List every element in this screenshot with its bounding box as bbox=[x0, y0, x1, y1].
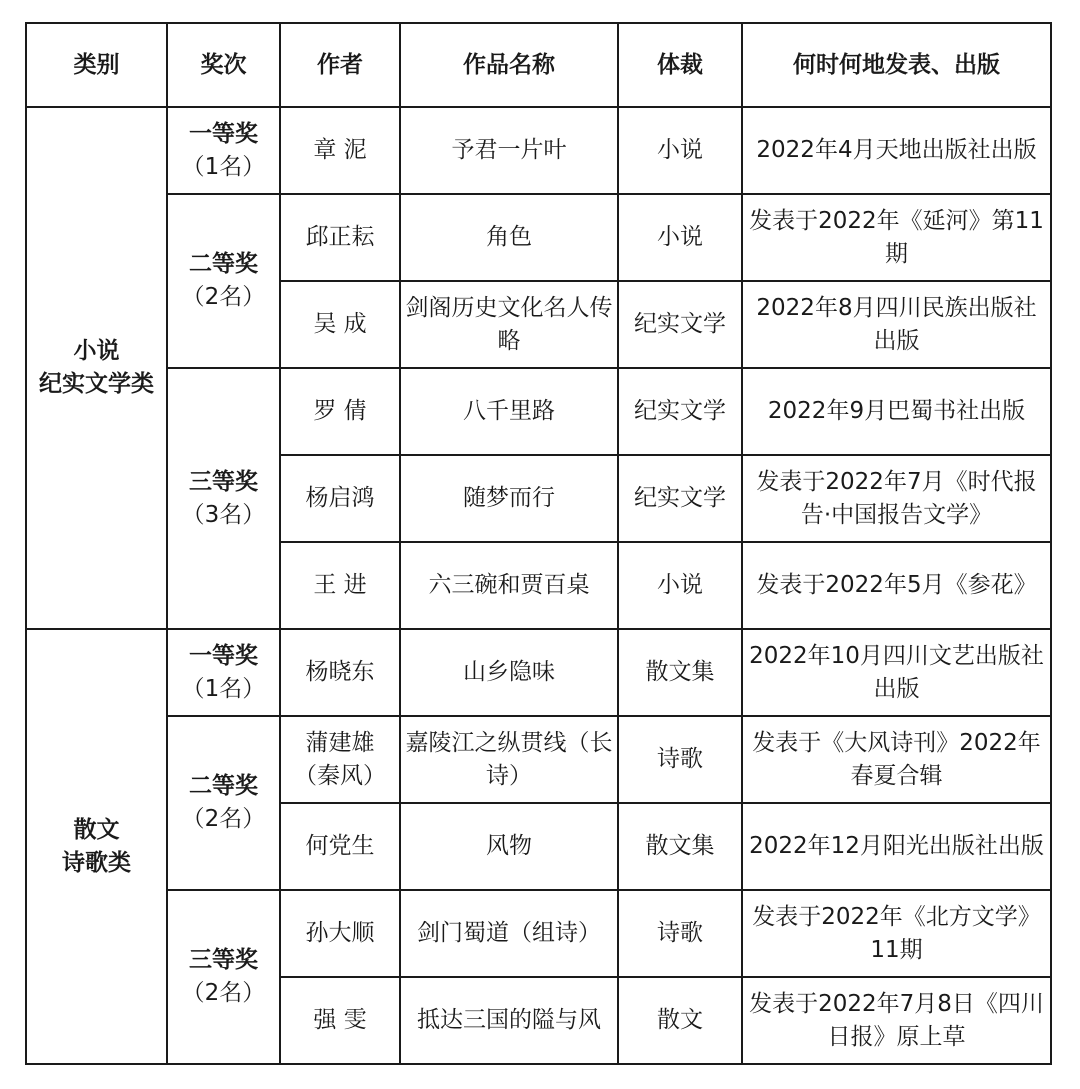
category-cell-fiction bbox=[26, 107, 167, 629]
rank-count: （2名） bbox=[181, 284, 266, 310]
title-cell: 角色 bbox=[400, 194, 618, 281]
title-cell: 予君一片叶 bbox=[400, 107, 618, 194]
author-cell: 杨启鸿 bbox=[280, 455, 400, 542]
category-line: 散文 bbox=[73, 816, 120, 843]
rank-count: （3名） bbox=[181, 501, 266, 528]
rank-cell bbox=[167, 716, 280, 890]
table-row bbox=[26, 629, 1051, 716]
publication-cell: 2022年12月阳光出版社出版 bbox=[742, 803, 1051, 890]
rank-count: （2名） bbox=[181, 980, 266, 1006]
header-genre: 体裁 bbox=[618, 23, 742, 107]
publication-cell: 发表于2022年7月《时代报告·中国报告文学》 bbox=[742, 455, 1051, 542]
title-cell: 抵达三国的隘与风 bbox=[400, 977, 618, 1064]
author-cell: 章 泥 bbox=[280, 107, 400, 194]
genre-cell: 小说 bbox=[618, 542, 742, 629]
title-cell: 剑门蜀道（组诗） bbox=[400, 890, 618, 977]
rank-count: （1名） bbox=[181, 675, 266, 702]
genre-cell: 诗歌 bbox=[618, 716, 742, 803]
category-cell-prose-poetry bbox=[26, 629, 167, 1064]
title-cell: 六三碗和贾百桌 bbox=[400, 542, 618, 629]
header-publication: 何时何地发表、出版 bbox=[742, 23, 1051, 107]
publication-cell: 发表于2022年5月《参花》 bbox=[742, 542, 1051, 629]
table-row bbox=[26, 368, 1051, 455]
title-cell: 八千里路 bbox=[400, 368, 618, 455]
genre-cell: 纪实文学 bbox=[618, 281, 742, 368]
rank-name: 二等奖 bbox=[189, 251, 258, 277]
author-cell: 孙大顺 bbox=[280, 890, 400, 977]
genre-cell: 小说 bbox=[618, 107, 742, 194]
header-author: 作者 bbox=[280, 23, 400, 107]
rank-name: 三等奖 bbox=[189, 468, 258, 495]
publication-cell: 2022年9月巴蜀书社出版 bbox=[742, 368, 1051, 455]
title-cell: 随梦而行 bbox=[400, 455, 618, 542]
header-category: 类别 bbox=[26, 23, 167, 107]
author-cell: 杨晓东 bbox=[280, 629, 400, 716]
category-line: 小说 bbox=[73, 338, 120, 364]
genre-cell: 散文集 bbox=[618, 803, 742, 890]
title-cell: 风物 bbox=[400, 803, 618, 890]
author-cell: 罗 倩 bbox=[280, 368, 400, 455]
rank-name: 二等奖 bbox=[189, 773, 258, 799]
rank-count: （1名） bbox=[181, 153, 266, 180]
publication-cell: 发表于《大风诗刊》2022年春夏合辑 bbox=[742, 716, 1051, 803]
publication-cell: 2022年4月天地出版社出版 bbox=[742, 107, 1051, 194]
title-cell: 嘉陵江之纵贯线（长诗） bbox=[400, 716, 618, 803]
rank-cell bbox=[167, 107, 280, 194]
publication-cell: 发表于2022年7月8日《四川日报》原上草 bbox=[742, 977, 1051, 1064]
author-cell: 吴 成 bbox=[280, 281, 400, 368]
author-cell: 强 雯 bbox=[280, 977, 400, 1064]
author-cell: 何党生 bbox=[280, 803, 400, 890]
table-row bbox=[26, 890, 1051, 977]
header-rank: 奖次 bbox=[167, 23, 280, 107]
genre-cell: 散文集 bbox=[618, 629, 742, 716]
table-row bbox=[26, 716, 1051, 803]
rank-cell bbox=[167, 629, 280, 716]
table-row bbox=[26, 107, 1051, 194]
category-line: 诗歌类 bbox=[62, 849, 131, 876]
author-cell: 王 进 bbox=[280, 542, 400, 629]
rank-name: 三等奖 bbox=[189, 947, 258, 973]
rank-cell bbox=[167, 368, 280, 629]
title-cell: 剑阁历史文化名人传略 bbox=[400, 281, 618, 368]
publication-cell: 发表于2022年《北方文学》11期 bbox=[742, 890, 1051, 977]
author-cell: 蒲建雄（秦风） bbox=[280, 716, 400, 803]
genre-cell: 诗歌 bbox=[618, 890, 742, 977]
rank-cell bbox=[167, 890, 280, 1064]
table-row bbox=[26, 194, 1051, 281]
header-row bbox=[26, 23, 1051, 107]
genre-cell: 纪实文学 bbox=[618, 455, 742, 542]
rank-name: 一等奖 bbox=[189, 120, 258, 147]
category-line: 纪实文学类 bbox=[39, 371, 154, 397]
publication-cell: 2022年8月四川民族出版社出版 bbox=[742, 281, 1051, 368]
publication-cell: 2022年10月四川文艺出版社出版 bbox=[742, 629, 1051, 716]
author-cell: 邱正耘 bbox=[280, 194, 400, 281]
publication-cell: 发表于2022年《延河》第11期 bbox=[742, 194, 1051, 281]
genre-cell: 纪实文学 bbox=[618, 368, 742, 455]
header-title: 作品名称 bbox=[400, 23, 618, 107]
genre-cell: 散文 bbox=[618, 977, 742, 1064]
genre-cell: 小说 bbox=[618, 194, 742, 281]
title-cell: 山乡隐味 bbox=[400, 629, 618, 716]
rank-cell bbox=[167, 194, 280, 368]
rank-name: 一等奖 bbox=[189, 642, 258, 669]
rank-count: （2名） bbox=[181, 806, 266, 832]
award-table bbox=[25, 22, 1052, 1065]
